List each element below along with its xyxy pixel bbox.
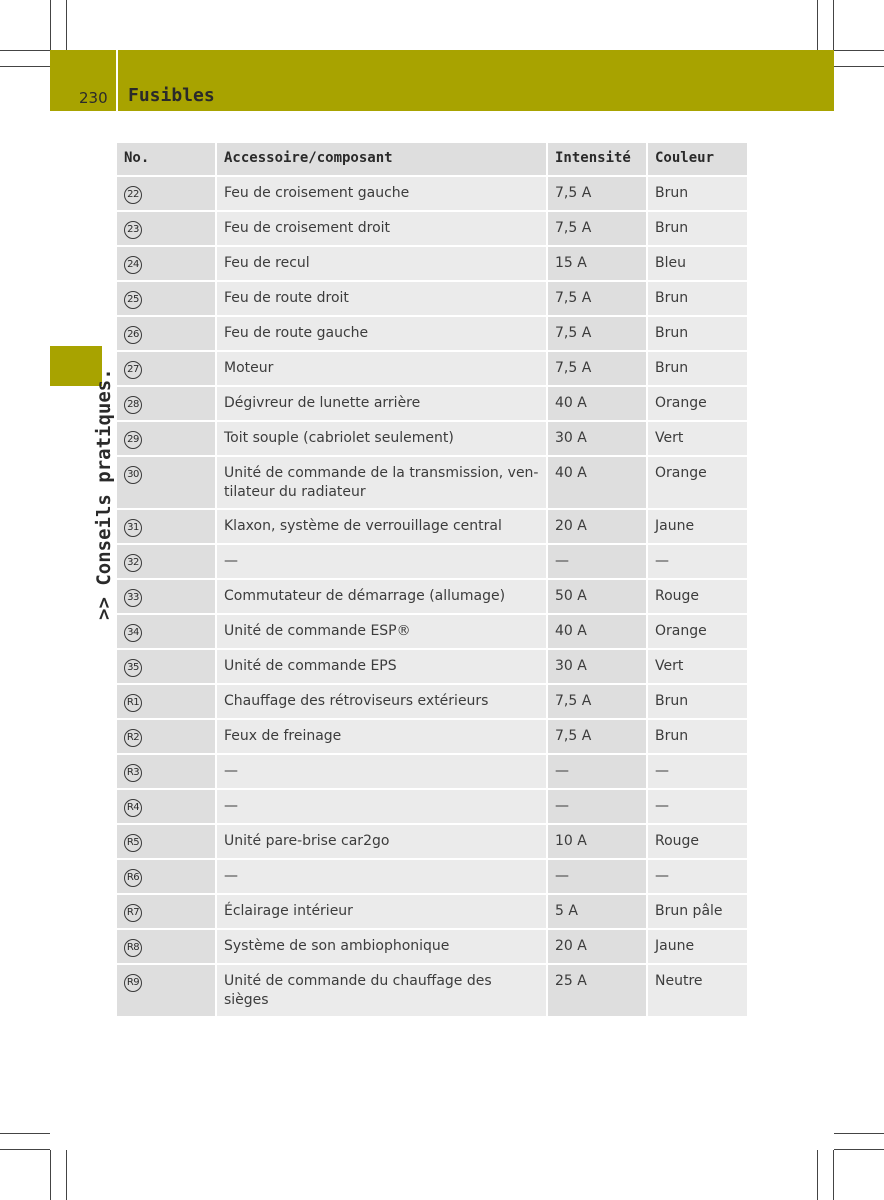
column-header-color: Couleur [647,143,747,176]
fuse-number-cell [117,789,216,824]
fuse-color-cell: Rouge [647,579,747,614]
fuse-number-badge: R2 [124,729,142,747]
fuse-color-cell: Vert [647,649,747,684]
component-cell: Unité de commande ESP® [216,614,547,649]
amperage-cell: — [547,544,647,579]
amperage-cell: 7,5 A [547,211,647,246]
column-header-amperage: Intensité [547,143,647,176]
table-row [117,719,747,754]
table-row [117,614,747,649]
fuse-number-badge: 24 [124,256,142,274]
table-row [117,754,747,789]
amperage-cell: 40 A [547,614,647,649]
table-row [117,789,747,824]
table-header-row [117,143,747,176]
component-cell: Klaxon, système de verrouillage central [216,509,547,544]
amperage-cell: 7,5 A [547,316,647,351]
fuse-color-cell: Brun [647,719,747,754]
fuse-table-body [117,176,747,1017]
fuse-color-cell: Brun [647,176,747,211]
fuse-number-badge: 30 [124,466,142,484]
fuse-number-cell [117,614,216,649]
fuse-number-badge: 29 [124,431,142,449]
header-divider [116,50,118,111]
fuse-color-cell: — [647,859,747,894]
table-row [117,824,747,859]
amperage-cell: 5 A [547,894,647,929]
fuse-color-cell: Orange [647,456,747,509]
fuse-number-cell [117,964,216,1017]
fuse-number-badge: 27 [124,361,142,379]
amperage-cell: — [547,754,647,789]
fuse-number-cell [117,544,216,579]
fuse-number-badge: R7 [124,904,142,922]
fuse-number-cell [117,509,216,544]
table-row [117,421,747,456]
fuse-color-cell: Orange [647,614,747,649]
fuse-number-badge: 31 [124,519,142,537]
fuse-number-cell [117,351,216,386]
fuse-color-cell: Brun [647,351,747,386]
fuse-number-cell [117,316,216,351]
fuse-number-cell [117,386,216,421]
fuse-color-cell: Rouge [647,824,747,859]
component-cell: Éclairage intérieur [216,894,547,929]
fuse-number-cell [117,754,216,789]
crop-mark [0,1133,50,1134]
table-row [117,649,747,684]
crop-mark [817,1150,818,1200]
crop-mark [834,66,884,67]
fuse-color-cell: Orange [647,386,747,421]
fuse-number-cell [117,456,216,509]
component-cell: — [216,544,547,579]
fuse-number-badge: R5 [124,834,142,852]
crop-mark [834,1149,884,1150]
amperage-cell: 7,5 A [547,281,647,316]
crop-mark [0,1149,50,1150]
component-cell: Unité de commande EPS [216,649,547,684]
component-cell: Feu de croisement gauche [216,176,547,211]
table-row [117,894,747,929]
page-number: 230 [79,89,108,107]
amperage-cell: 20 A [547,509,647,544]
crop-mark [66,0,67,50]
fuse-color-cell: Brun [647,211,747,246]
fuse-number-badge: R4 [124,799,142,817]
fuse-number-badge: R8 [124,939,142,957]
fuse-color-cell: Bleu [647,246,747,281]
fuse-number-cell [117,281,216,316]
fuse-color-cell: Brun pâle [647,894,747,929]
fuse-number-cell [117,211,216,246]
table-row [117,859,747,894]
component-cell: — [216,859,547,894]
crop-mark [817,0,818,50]
amperage-cell: — [547,859,647,894]
fuse-number-cell [117,684,216,719]
table-row [117,579,747,614]
component-cell: Chauffage des rétroviseurs extérieurs [216,684,547,719]
column-header-no: No. [117,143,216,176]
fuse-color-cell: Vert [647,421,747,456]
amperage-cell: 15 A [547,246,647,281]
amperage-cell: 7,5 A [547,176,647,211]
amperage-cell: 50 A [547,579,647,614]
crop-mark [50,1150,51,1200]
fuse-number-badge: R3 [124,764,142,782]
component-cell: Moteur [216,351,547,386]
fuse-number-cell [117,859,216,894]
fuse-number-badge: 33 [124,589,142,607]
component-cell: Feu de route droit [216,281,547,316]
crop-mark [833,0,834,50]
fuse-color-cell: Jaune [647,509,747,544]
fuse-number-cell [117,824,216,859]
table-row [117,386,747,421]
fuse-color-cell: Brun [647,316,747,351]
amperage-cell: 40 A [547,456,647,509]
amperage-cell: — [547,789,647,824]
table-row [117,929,747,964]
component-cell: Feu de croisement droit [216,211,547,246]
fuse-number-badge: 23 [124,221,142,239]
amperage-cell: 20 A [547,929,647,964]
component-cell: — [216,754,547,789]
component-cell: Unité pare-brise car2go [216,824,547,859]
fuse-color-cell: Neutre [647,964,747,1017]
fuse-color-cell: Jaune [647,929,747,964]
amperage-cell: 30 A [547,421,647,456]
component-cell: Toit souple (cabriolet seulement) [216,421,547,456]
fuse-color-cell: Brun [647,281,747,316]
amperage-cell: 40 A [547,386,647,421]
amperage-cell: 7,5 A [547,719,647,754]
fuse-number-badge: 22 [124,186,142,204]
fuse-number-cell [117,929,216,964]
table-row [117,281,747,316]
component-cell: Feu de route gauche [216,316,547,351]
crop-mark [834,1133,884,1134]
fuse-number-badge: R1 [124,694,142,712]
fuse-number-badge: 26 [124,326,142,344]
amperage-cell: 7,5 A [547,351,647,386]
crop-mark [50,0,51,50]
crop-mark [0,66,50,67]
fuse-number-cell [117,894,216,929]
fuse-number-cell [117,649,216,684]
column-header-component: Accessoire/composant [216,143,547,176]
component-cell: Feu de recul [216,246,547,281]
table-row [117,351,747,386]
fuse-color-cell: — [647,754,747,789]
fuse-color-cell: — [647,789,747,824]
table-row [117,509,747,544]
fuse-number-badge: 25 [124,291,142,309]
fuse-color-cell: — [647,544,747,579]
component-cell: — [216,789,547,824]
table-row [117,964,747,1017]
amperage-cell: 25 A [547,964,647,1017]
component-cell: Système de son ambiophonique [216,929,547,964]
component-cell: Feux de freinage [216,719,547,754]
fuse-number-cell [117,719,216,754]
fuse-number-badge: 28 [124,396,142,414]
crop-mark [833,1150,834,1200]
fuse-number-cell [117,579,216,614]
side-section-label: >> Conseils pratiques. [93,368,115,620]
amperage-cell: 7,5 A [547,684,647,719]
component-cell: Unité de commande de la transmission, ven-tilateur du radiateur [216,456,547,509]
crop-mark [66,1150,67,1200]
fuse-number-cell [117,246,216,281]
table-row [117,456,747,509]
table-row [117,176,747,211]
fuse-color-cell: Brun [647,684,747,719]
crop-mark [0,50,50,51]
crop-mark [834,50,884,51]
component-cell: Dégivreur de lunette arrière [216,386,547,421]
table-row [117,316,747,351]
table-row [117,684,747,719]
amperage-cell: 10 A [547,824,647,859]
component-cell: Unité de commande du chauffage des sièges [216,964,547,1017]
fuse-number-badge: R9 [124,974,142,992]
fuse-number-badge: R6 [124,869,142,887]
fuse-number-badge: 35 [124,659,142,677]
table-row [117,211,747,246]
amperage-cell: 30 A [547,649,647,684]
fuse-table [117,143,747,1018]
component-cell: Commutateur de démarrage (allumage) [216,579,547,614]
fuse-number-cell [117,176,216,211]
table-row [117,246,747,281]
fuse-number-cell [117,421,216,456]
table-row [117,544,747,579]
section-title: Fusibles [128,85,215,106]
fuse-number-badge: 32 [124,554,142,572]
fuse-number-badge: 34 [124,624,142,642]
